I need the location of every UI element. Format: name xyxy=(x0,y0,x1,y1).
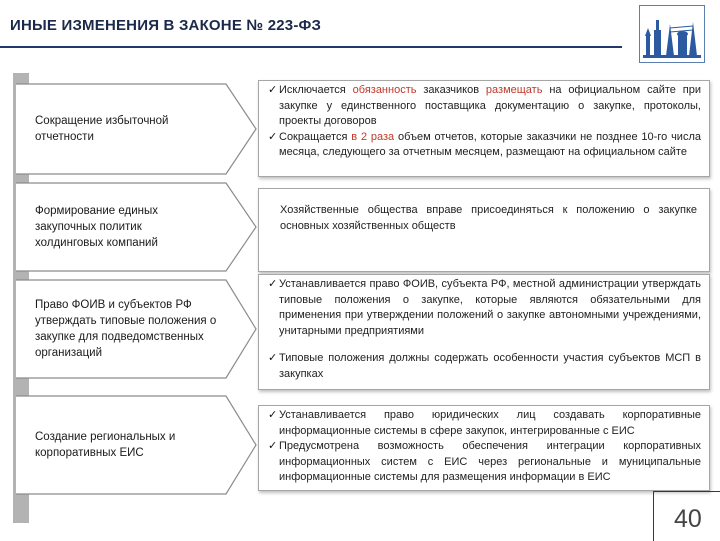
bullet-text: Типовые положения должны содержать особенности участия субъектов МСП в закупках xyxy=(279,352,701,380)
energy-industry-logo-icon xyxy=(639,5,705,63)
right-block-corporate-eis xyxy=(258,405,710,491)
check-icon: ✓ xyxy=(268,278,278,290)
right-block-typical-regulations xyxy=(258,274,710,390)
left-item-label: Создание региональных и корпоративных ЕИС xyxy=(35,431,176,459)
left-item-typical-regulations xyxy=(16,280,256,378)
bullet-item xyxy=(268,439,701,486)
title-underline xyxy=(0,46,622,48)
left-item-label: Право ФОИВ и субъектов РФ утверждать типовые положения о закупке для подведомственных организаций xyxy=(35,299,217,359)
bullet-item xyxy=(268,130,701,161)
bullet-text: Исключается обязанность заказчиков размещать на официальном сайте при закупке у единственного поставщика документацию о закупке, протоколы, проекты договоров xyxy=(279,84,701,127)
page-title: ИНЫЕ ИЗМЕНЕНИЯ В ЗАКОНЕ № 223-ФЗ xyxy=(10,17,322,34)
block-text: Хозяйственные общества вправе присоединяться к положению о закупке основных хозяйственных обществ xyxy=(280,204,697,232)
bullet-text: Устанавливается право ФОИВ, субъекта РФ, местной администрации утверждать типовые положения о закупке, которые являются обязательными для применения при утверждении положений о закупке автономными учреждениями, унитарными предприятиями xyxy=(279,278,701,337)
check-icon: ✓ xyxy=(268,409,278,421)
bullet-text: Устанавливается право юридических лиц создавать корпоративные информационные системы в сфере закупок, интегрированные с ЕИС xyxy=(279,409,701,437)
bullet-item xyxy=(268,408,701,439)
check-icon: ✓ xyxy=(268,440,278,452)
page-number: 40 xyxy=(674,505,702,533)
bullet-text: Предусмотрена возможность обеспечения интеграции корпоративных информационных систем с ЕИС через региональные и муниципальные информационные системы для размещения информации в ЕИС xyxy=(279,440,701,483)
check-icon: ✓ xyxy=(268,84,278,96)
check-icon: ✓ xyxy=(268,130,278,143)
left-item-reporting-reduction xyxy=(16,84,256,174)
left-item-label: Сокращение избыточной отчетности xyxy=(35,115,169,143)
left-item-unified-policies xyxy=(16,183,256,271)
left-item-label: Формирование единых закупочных политик холдинговых компаний xyxy=(35,205,159,249)
bullet-item xyxy=(268,277,701,339)
check-icon: ✓ xyxy=(268,352,278,364)
left-item-regional-eis xyxy=(16,396,256,494)
right-block-holding-policies xyxy=(258,188,710,272)
bullet-item xyxy=(268,351,701,382)
bullet-text: Сокращается в 2 раза объем отчетов, которые заказчики не позднее 10-го числа месяца, следующего за отчетным месяцем, размещают на официальном сайте xyxy=(279,130,701,158)
right-block-reporting xyxy=(258,80,710,177)
bullet-item xyxy=(268,83,701,130)
